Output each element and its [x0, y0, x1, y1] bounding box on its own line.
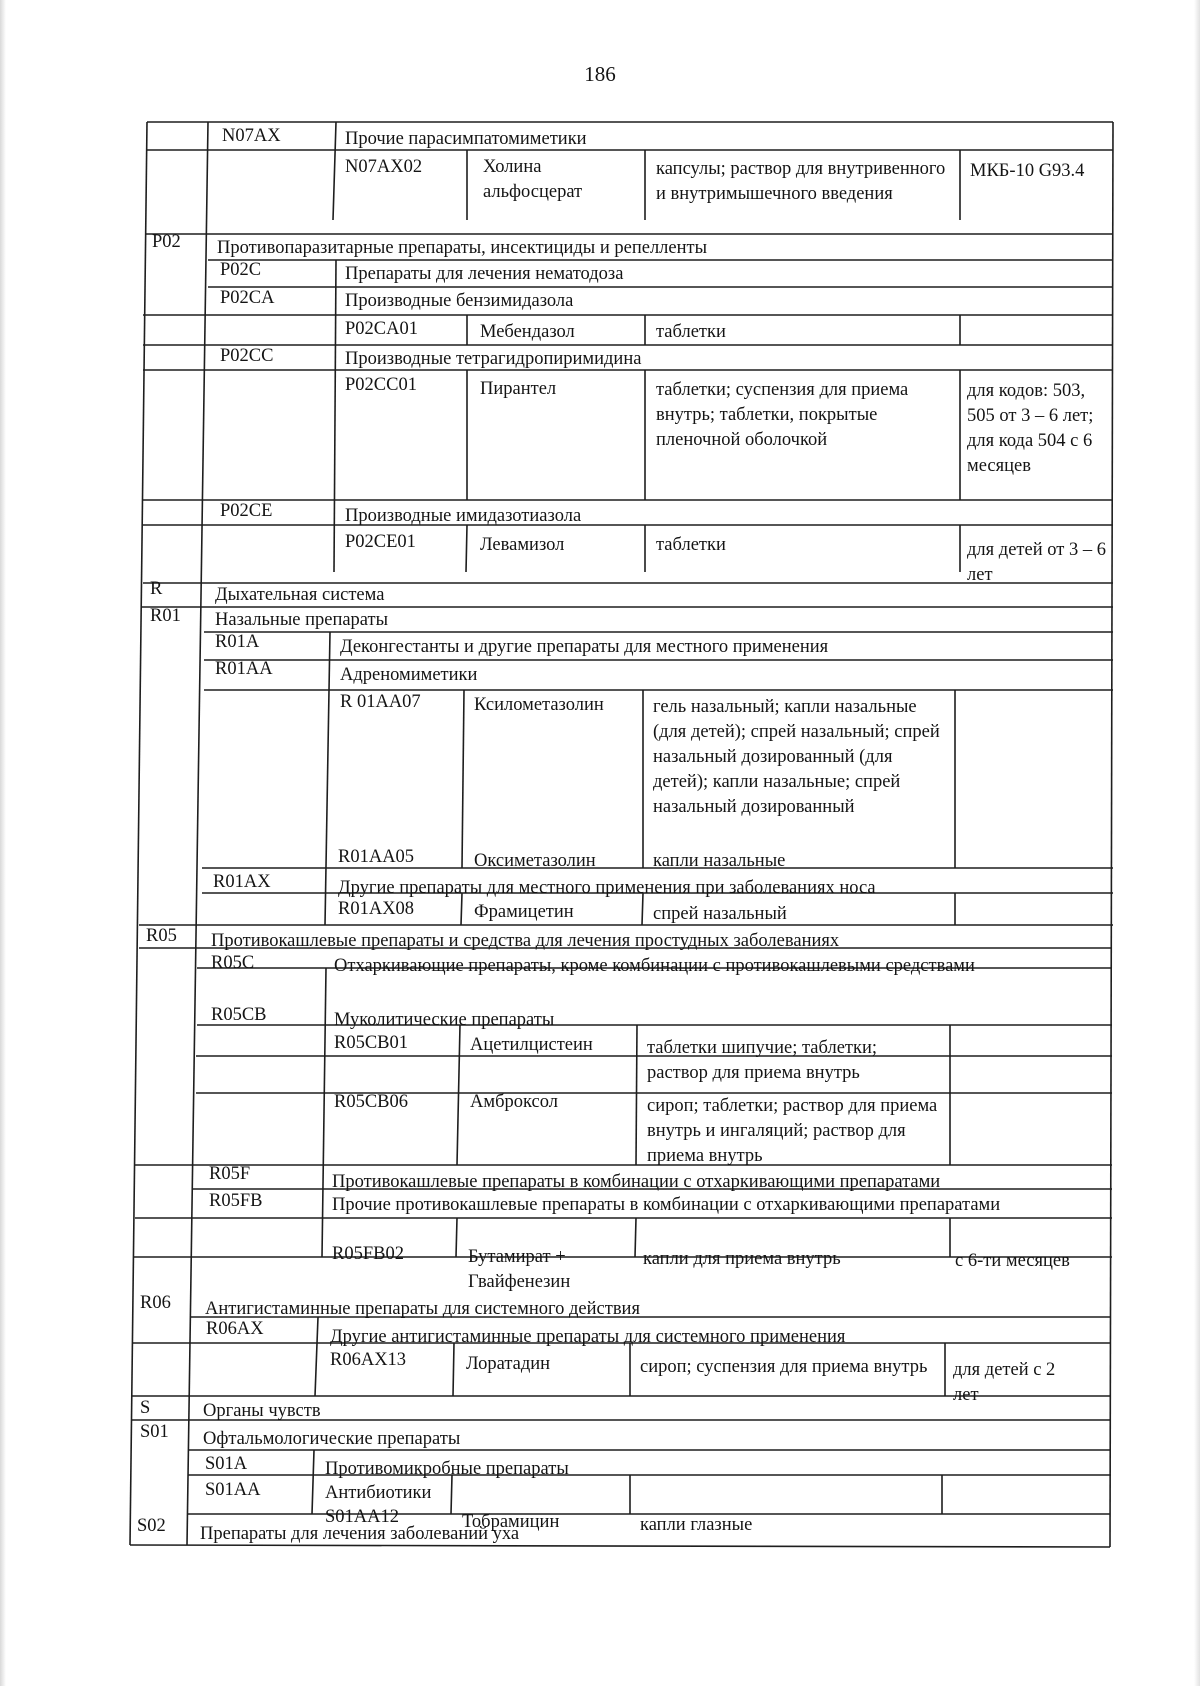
row-r01ax-name: Другие препараты для местного применения при заболеваниях носа: [338, 878, 876, 898]
row-s01-name: Офтальмологические препараты: [203, 1429, 461, 1449]
row-p02ca01-code: P02CA01: [345, 319, 418, 339]
row-r01aa05-code: R01AA05: [338, 847, 415, 867]
row-r05fb-code: R05FB: [209, 1191, 263, 1211]
row-p02ca01-drug: Мебендазол: [480, 322, 575, 342]
row-p02ca01-form: таблетки: [656, 322, 726, 342]
row-s01aa12-drug: Тобрамицин: [462, 1512, 560, 1532]
row-s02-code: S02: [137, 1516, 166, 1536]
row-p02c-name: Препараты для лечения нематодоза: [345, 264, 624, 284]
row-r01ax08-code: R01AX08: [338, 899, 415, 919]
row-r01-name: Назальные препараты: [215, 610, 389, 630]
row-p02ca-code: P02CA: [220, 288, 275, 308]
row-p02cc01-code: P02CC01: [345, 375, 417, 395]
row-s01a-code: S01A: [205, 1454, 248, 1474]
row-r05-code: R05: [146, 926, 177, 946]
row-p02cc-name: Производные тетрагидропиримидина: [345, 349, 642, 369]
row-p02c-code: P02C: [220, 260, 262, 280]
row-r05cb01-code: R05CB01: [334, 1033, 409, 1053]
row-r06-code: R06: [140, 1293, 171, 1313]
row-s01a-name: Противомикробные препараты: [325, 1459, 569, 1479]
row-r01aa-name: Адреномиметики: [340, 665, 478, 685]
row-r05c-name: Отхаркивающие препараты, кроме комбинации с противокашлевыми средствами: [334, 956, 975, 976]
row-p02-name: Противопаразитарные препараты, инсектициды и репелленты: [217, 238, 708, 258]
row-r05cb06-code: R05CB06: [334, 1092, 409, 1112]
row-s01-code: S01: [140, 1422, 169, 1442]
row-r01aa07-drug: Ксилометазолин: [474, 695, 604, 715]
row-r01aa07-code: R 01AA07: [340, 692, 421, 712]
row-p02ca-name: Производные бензимидазола: [345, 291, 574, 311]
row-r05cb06-drug: Амброксол: [470, 1092, 558, 1112]
row-r05fb-name: Прочие противокашлевые препараты в комбинации с отхаркивающими препаратами: [332, 1195, 1001, 1215]
row-r01a-code: R01A: [215, 632, 260, 652]
row-n07ax-name: Прочие парасимпатомиметики: [345, 129, 587, 149]
row-r01ax08-drug: Фрамицетин: [474, 902, 574, 922]
row-p02ce01-drug: Левамизол: [480, 535, 565, 555]
row-s-name: Органы чувств: [203, 1401, 321, 1421]
row-s01aa12-form: капли глазные: [640, 1515, 753, 1535]
row-p02ce01-note: для детей от 3 – 6 лет: [967, 540, 1106, 585]
row-p02ce01-code: P02CE01: [345, 532, 416, 552]
row-r06-name: Антигистаминные препараты для системного действия: [205, 1299, 640, 1319]
row-r05cb01-form: таблетки шипучие; таблетки; раствор для приема внутрь: [647, 1038, 878, 1083]
row-r06ax-name: Другие антигистаминные препараты для системного применения: [330, 1327, 846, 1347]
row-p02cc01-drug: Пирантел: [480, 379, 557, 399]
row-r05cb01-drug: Ацетилцистеин: [470, 1035, 593, 1055]
row-r05c-code: R05C: [211, 953, 255, 973]
row-r06ax13-form: сироп; суспензия для приема внутрь: [640, 1357, 928, 1377]
row-s-code: S: [140, 1398, 151, 1418]
row-n07ax02-form: капсулы; раствор для внутривенного и внутримышечного введения: [656, 159, 946, 204]
row-r01a-name: Деконгестанты и другие препараты для местного применения: [340, 637, 829, 657]
row-r01aa-code: R01AA: [215, 659, 273, 679]
row-r06ax-code: R06AX: [206, 1319, 264, 1339]
row-s01aa12-code: S01AA12: [325, 1507, 400, 1527]
row-s02-name: Препараты для лечения заболеваний уха: [200, 1524, 520, 1544]
row-p02ce-code: P02CE: [220, 501, 273, 521]
row-p02-code: P02: [152, 232, 181, 252]
row-r05-name: Противокашлевые препараты и средства для лечения простудных заболеваниях: [211, 931, 840, 951]
row-r06ax13-code: R06AX13: [330, 1350, 407, 1370]
row-r01ax08-form: спрей назальный: [653, 904, 787, 924]
row-p02cc01-form: таблетки; суспензия для приема внутрь; таблетки, покрытые пленочной оболочкой: [656, 380, 909, 450]
row-n07ax02-note: МКБ-10 G93.4: [970, 161, 1085, 181]
row-p02cc01-note: для кодов: 503, 505 от 3 – 6 лет; для кода 504 с 6 месяцев: [967, 381, 1094, 476]
row-r-name: Дыхательная система: [215, 585, 385, 605]
row-r-code: R: [150, 579, 163, 599]
row-r01aa05-form: капли назальные: [653, 851, 786, 871]
page-number: 186: [584, 62, 616, 86]
row-r05cb-name: Муколитические препараты: [334, 1010, 555, 1030]
row-r05fb02-note: с 6-ти месяцев: [955, 1251, 1070, 1271]
row-r06ax13-drug: Лоратадин: [466, 1354, 551, 1374]
row-r05f-name: Противокашлевые препараты в комбинации с отхаркивающими препаратами: [332, 1172, 941, 1192]
row-r05fb02-drug: Бутамират + Гвайфенезин: [468, 1247, 571, 1292]
row-r01ax-code: R01AX: [213, 872, 271, 892]
row-r01aa05-drug: Оксиметазолин: [474, 851, 596, 871]
row-p02ce01-form: таблетки: [656, 535, 726, 555]
row-r05fb02-form: капли для приема внутрь: [643, 1249, 841, 1269]
row-n07ax-code: N07AX: [222, 126, 281, 146]
row-p02ce-name: Производные имидазотиазола: [345, 506, 582, 526]
row-r05cb06-form: сироп; таблетки; раствор для приема внутрь и ингаляций; раствор для приема внутрь: [647, 1096, 938, 1166]
row-n07ax02-code: N07AX02: [345, 157, 423, 177]
row-s01aa-code: S01AA: [205, 1480, 261, 1500]
row-r05fb02-code: R05FB02: [332, 1244, 404, 1264]
row-r05cb-code: R05CB: [211, 1005, 267, 1025]
row-r05f-code: R05F: [209, 1164, 251, 1184]
row-p02cc-code: P02CC: [220, 346, 274, 366]
row-r06ax13-note: для детей с 2 лет: [953, 1360, 1056, 1405]
row-n07ax02-drug: Холина альфосцерат: [483, 157, 583, 202]
row-r01-code: R01: [150, 606, 181, 626]
row-r01aa07-form: гель назальный; капли назальные (для детей); спрей назальный; спрей назальный дозированный (для детей); капли назальные; спрей назальный дозированный: [653, 697, 940, 817]
row-s01aa-name: Антибиотики: [325, 1483, 432, 1503]
